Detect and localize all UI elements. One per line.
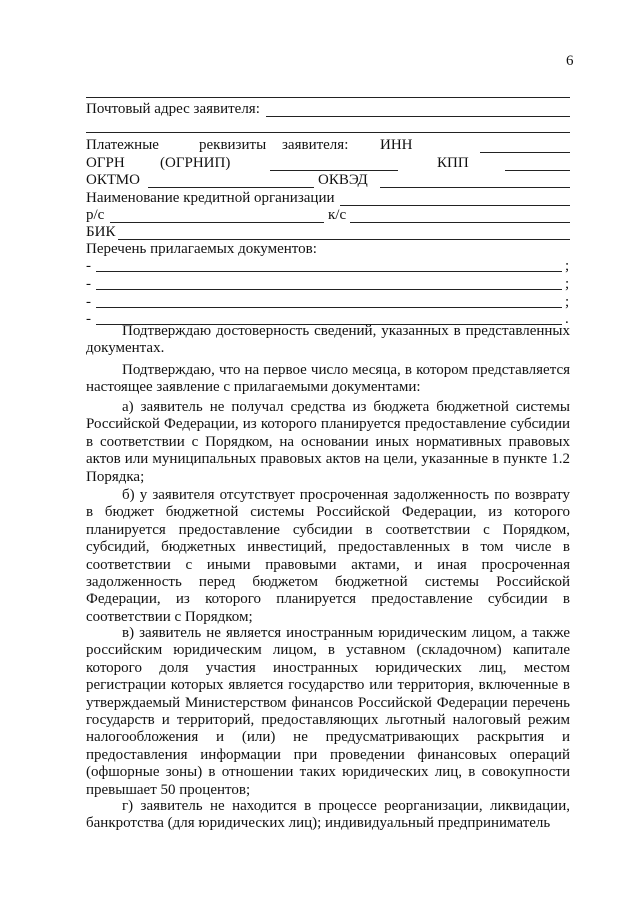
attachment-field-3[interactable] bbox=[96, 294, 562, 308]
attachment-dash: - bbox=[86, 276, 91, 292]
postal-address-field-line2[interactable] bbox=[86, 132, 570, 133]
attachment-field-1[interactable] bbox=[96, 258, 562, 272]
postal-address-field[interactable] bbox=[266, 103, 570, 117]
top-rule bbox=[86, 97, 570, 98]
payment-details-word2: реквизиты bbox=[199, 137, 267, 153]
ks-field[interactable] bbox=[350, 209, 570, 223]
inn-label: ИНН bbox=[380, 137, 413, 153]
attachment-dash: - bbox=[86, 258, 91, 274]
attachments-label: Перечень прилагаемых документов: bbox=[86, 241, 317, 257]
attachment-semicolon: ; bbox=[565, 258, 570, 274]
ogrn-label: ОГРН bbox=[86, 155, 125, 171]
payment-details-word3: заявителя: bbox=[282, 137, 349, 153]
bank-name-label: Наименование кредитной организации bbox=[86, 190, 335, 206]
attachment-semicolon: ; bbox=[565, 276, 570, 292]
rs-field[interactable] bbox=[110, 209, 324, 223]
item-c-paragraph: в) заявитель не является иностранным юридическим лицом, а также российским юридическим лицом, в уставном (складочном) капитале которого доля участия иностранных юридических лиц, местом регистрации которых является государство или территория, включенные в утверждаемый Министерством финансов Российской Федерации перечень государств и территорий, предоставляющих льготный налоговый режим налогообложения и (или) не предусматривающих раскрытия и предоставления информации при проведении финансовых операций (офшорные зоны) в отношении таких юридических лиц, в совокупности превышает 50 процентов; bbox=[86, 625, 570, 798]
attachment-field-2[interactable] bbox=[96, 276, 562, 290]
oktmo-field[interactable] bbox=[148, 174, 314, 188]
confirm-accuracy-paragraph: Подтверждаю достоверность сведений, указанных в представленных документах. bbox=[86, 323, 570, 357]
attachment-dash: - bbox=[86, 294, 91, 310]
item-b-paragraph: б) у заявителя отсутствует просроченная задолженность по возврату в бюджет бюджетной системы Российской Федерации, из которого планируется предоставление субсидии в соответствии с Порядком, субсидий, бюджетных инвестиций, предоставленных в том числе в соответствии с иными правовыми актами, и иная просроченная задолженность перед бюджетом бюджетной системы Российской Федерации, из которого планируется предоставление субсидии в соответствии с Порядком; bbox=[86, 487, 570, 625]
page-number: 6 bbox=[566, 53, 574, 69]
postal-address-label: Почтовый адрес заявителя: bbox=[86, 101, 260, 117]
bik-field[interactable] bbox=[118, 226, 570, 240]
confirm-intro-paragraph: Подтверждаю, что на первое число месяца, в котором представляется настоящее заявление с прилагаемыми документами: bbox=[86, 362, 570, 396]
ogrn-field[interactable] bbox=[270, 157, 398, 171]
payment-details-label: Платежные bbox=[86, 137, 159, 153]
bank-name-field[interactable] bbox=[340, 192, 570, 206]
attachment-dash: - bbox=[86, 311, 91, 327]
attachment-semicolon: ; bbox=[565, 294, 570, 310]
item-a-paragraph: а) заявитель не получал средства из бюджета бюджетной системы Российской Федерации, из которого планируется предоставление субсидии в соответствии с Порядком, на основании иных нормативных правовых актов или муниципальных правовых актов на цели, указанные в пункте 1.2 Порядка; bbox=[86, 399, 570, 485]
oktmo-label: ОКТМО bbox=[86, 172, 140, 188]
inn-field[interactable] bbox=[480, 139, 570, 153]
bik-label: БИК bbox=[86, 224, 116, 240]
ks-label: к/с bbox=[328, 207, 347, 223]
kpp-label: КПП bbox=[437, 155, 469, 171]
item-d-paragraph: г) заявитель не находится в процессе реорганизации, ликвидации, банкротства (для юридических лиц); индивидуальный предприниматель bbox=[86, 798, 570, 832]
attachment-period: . bbox=[565, 311, 569, 327]
okved-field[interactable] bbox=[380, 174, 570, 188]
okved-label: ОКВЭД bbox=[318, 172, 368, 188]
ogrnip-label: (ОГРНИП) bbox=[160, 155, 231, 171]
kpp-field[interactable] bbox=[505, 157, 570, 171]
rs-label: р/с bbox=[86, 207, 105, 223]
